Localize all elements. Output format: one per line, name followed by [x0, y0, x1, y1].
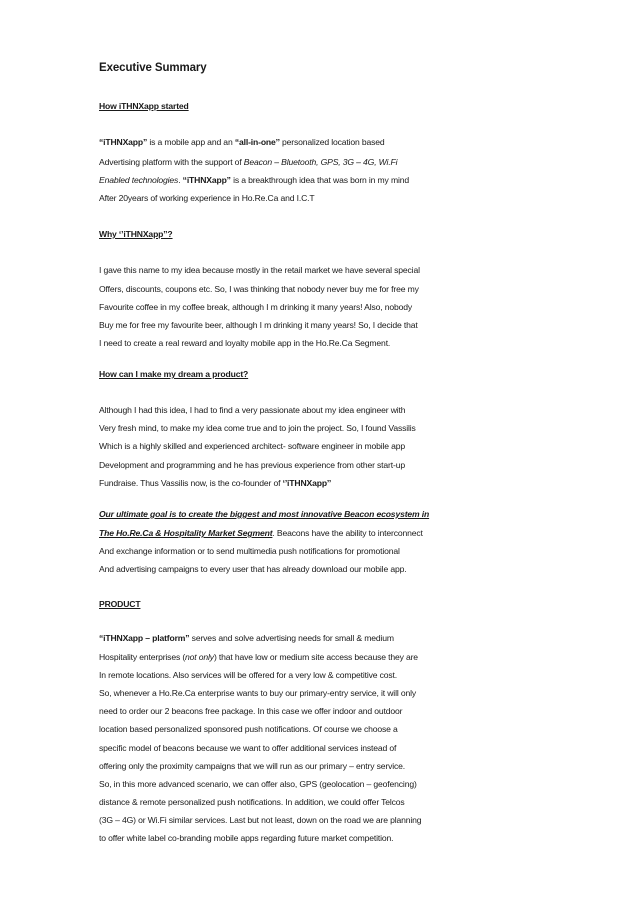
- text-run: The Ho.Re.Ca & Hospitality Market Segment: [99, 528, 273, 538]
- text-run: (3G – 4G) or Wi.Fi similar services. Last but not least, down on the road we are planning: [99, 815, 422, 825]
- text-run: Beacon – Bluetooth, GPS, 3G – 4G, Wi.Fi: [243, 157, 398, 167]
- text-run: Fundraise. Thus Vassilis now, is the co-founder of: [99, 478, 283, 488]
- text-run: serves and solve advertising needs for small & medium: [189, 633, 394, 643]
- text-line: [99, 669, 397, 681]
- text-line: [99, 283, 419, 295]
- text-line: [99, 687, 416, 699]
- text-run: Hospitality enterprises (: [99, 652, 186, 662]
- text-line: [99, 632, 394, 644]
- text-run: Offers, discounts, coupons etc. So, I was thinking that nobody never buy me for free my: [99, 284, 419, 294]
- text-run: specific model of beacons because we want to offer additional services instead of: [99, 743, 397, 753]
- text-line: [99, 545, 400, 557]
- text-line: [99, 723, 398, 735]
- text-run: ‘’iTHNXapp’’: [282, 478, 332, 488]
- text-line: [99, 508, 429, 520]
- text-run: need to order our 2 beacons free package. In this case we offer indoor and outdoor: [99, 706, 403, 716]
- text-line: [99, 136, 385, 148]
- page-title: Executive Summary: [99, 62, 207, 74]
- text-line: [99, 563, 406, 575]
- text-line: [99, 477, 331, 489]
- text-run: “all-in-one’’: [234, 137, 280, 147]
- text-run: And exchange information or to send multimedia push notifications for promotional: [99, 546, 400, 556]
- heading-dream: How can I make my dream a product?: [99, 369, 249, 379]
- text-line: [99, 156, 397, 168]
- text-run: location based personalized sponsored push notifications. Of course we choose a: [99, 724, 398, 734]
- text-run: And advertising campaigns to every user that has already download our mobile app.: [99, 564, 407, 574]
- text-run: Favourite coffee in my coffee break, although I m drinking it many years! Also, nobody: [99, 302, 413, 312]
- text-run: Although I had this idea, I had to find a very passionate about my idea engineer with: [99, 405, 406, 415]
- text-run: Our ultimate goal is to create the biggest and most innovative Beacon ecosystem in: [99, 509, 430, 519]
- text-run: . Beacons have the ability to interconnect: [272, 528, 423, 538]
- text-run: So, whenever a Ho.Re.Ca enterprise wants to buy our primary-entry service, it will only: [99, 688, 416, 698]
- text-line: [99, 705, 402, 717]
- text-run: not only: [185, 652, 214, 662]
- text-run: “iTHNXapp”: [99, 137, 148, 147]
- text-run: to offer white label co-branding mobile apps regarding future market competition.: [99, 833, 394, 843]
- heading-how-started: How iTHNXapp started: [99, 101, 189, 111]
- text-run: I gave this name to my idea because mostly in the retail market we have several special: [99, 265, 420, 275]
- text-line: [99, 527, 423, 539]
- text-run: So, in this more advanced scenario, we can offer also, GPS (geolocation – geofencing): [99, 779, 417, 789]
- text-line: [99, 174, 409, 186]
- text-run: After 20years of working experience in Ho.Re.Ca and I.C.T: [99, 193, 315, 203]
- text-line: [99, 264, 420, 276]
- text-run: personalized location based: [279, 137, 385, 147]
- text-run: “iTHNXapp – platform”: [99, 633, 190, 643]
- text-line: [99, 832, 393, 844]
- text-line: [99, 778, 417, 790]
- text-line: [99, 337, 390, 349]
- text-run: offering only the proximity campaigns that we will run as our primary – entry service.: [99, 761, 405, 771]
- text-line: [99, 404, 405, 416]
- text-run: is a breakthrough idea that was born in my mind: [230, 175, 409, 185]
- text-run: is a mobile app and an: [147, 137, 235, 147]
- text-line: [99, 440, 405, 452]
- text-line: [99, 796, 405, 808]
- text-run: .: [178, 175, 183, 185]
- text-line: [99, 301, 412, 313]
- text-line: [99, 814, 421, 826]
- text-line: [99, 651, 418, 663]
- text-run: I need to create a real reward and loyalty mobile app in the Ho.Re.Ca Segment.: [99, 338, 391, 348]
- text-line: [99, 319, 418, 331]
- text-line: [99, 422, 416, 434]
- text-line: [99, 742, 396, 754]
- text-run: Very fresh mind, to make my idea come true and to join the project. So, I found Vassilis: [99, 423, 416, 433]
- text-run: ) that have low or medium site access because they are: [213, 652, 418, 662]
- text-run: Development and programming and he has previous experience from other start-up: [99, 460, 405, 470]
- text-run: In remote locations. Also services will be offered for a very low & competitive cost.: [99, 670, 398, 680]
- text-run: Advertising platform with the support of: [99, 157, 244, 167]
- heading-why: Why ‘’iTHNXapp’’?: [99, 229, 173, 239]
- text-line: [99, 459, 405, 471]
- heading-product: PRODUCT: [99, 599, 141, 609]
- text-line: [99, 192, 314, 204]
- text-run: Enabled technologies: [99, 175, 179, 185]
- text-run: “iTHNXapp”: [182, 175, 231, 185]
- text-run: Which is a highly skilled and experienced architect- software engineer in mobile app: [99, 441, 406, 451]
- text-line: [99, 760, 405, 772]
- text-run: distance & remote personalized push notifications. In addition, we could offer Telcos: [99, 797, 405, 807]
- text-run: Buy me for free my favourite beer, although I m drinking it many years! So, I decide that: [99, 320, 418, 330]
